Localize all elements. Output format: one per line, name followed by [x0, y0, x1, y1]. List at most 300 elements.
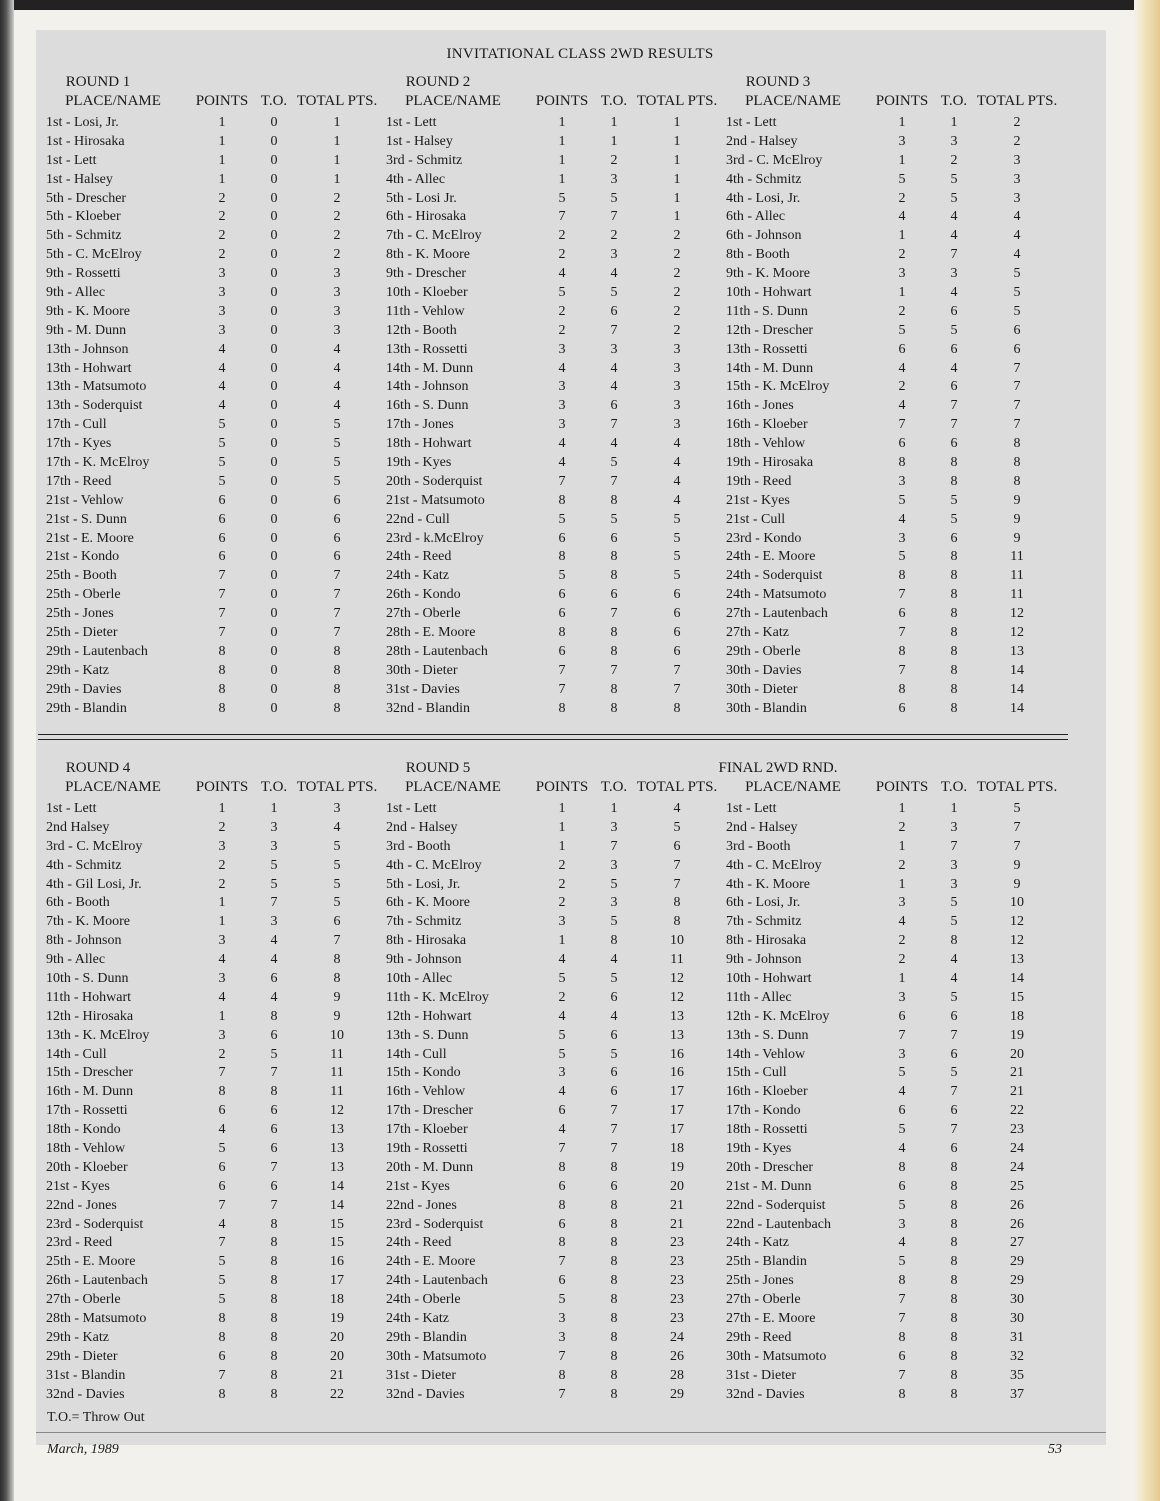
place-name-cell: 3rd - Booth	[386, 838, 451, 854]
points-cell: 8	[218, 1084, 226, 1100]
throw-out-cell: 5	[950, 989, 958, 1005]
round-title: ROUND 5	[405, 760, 471, 776]
throw-out-cell: 7	[950, 1084, 958, 1100]
place-name-cell: 25th - Dieter	[46, 625, 118, 641]
total-points-cell: 22	[1010, 1103, 1024, 1119]
throw-out-cell: 1	[610, 801, 618, 816]
footnote: T.O.= Throw Out	[47, 1410, 145, 1425]
throw-out-cell: 3	[270, 838, 278, 854]
points-cell: 4	[898, 511, 906, 527]
points-cell: 5	[898, 1197, 906, 1213]
total-points-cell: 12	[1010, 606, 1024, 622]
throw-out-cell: 6	[950, 1141, 958, 1157]
points-cell: 3	[898, 989, 906, 1005]
total-points-cell: 13	[670, 1008, 684, 1024]
points-cell: 3	[898, 133, 906, 149]
place-name-cell: 9th - K. Moore	[726, 266, 810, 282]
throw-out-cell: 2	[610, 228, 618, 244]
points-cell: 7	[898, 662, 906, 678]
throw-out-cell: 1	[610, 133, 618, 149]
table-row	[38, 416, 382, 435]
throw-out-cell: 7	[950, 838, 958, 854]
scan-border-left	[0, 0, 14, 1501]
throw-out-cell: 3	[610, 819, 618, 835]
place-name-cell: 21st - E. Moore	[46, 530, 134, 546]
throw-out-cell: 3	[950, 133, 958, 149]
points-cell: 5	[898, 322, 906, 338]
table-row	[718, 114, 1062, 133]
points-cell: 3	[898, 895, 906, 911]
table-row	[718, 1386, 1062, 1405]
round-block	[378, 760, 722, 1405]
place-name-cell: 19th - Kyes	[386, 455, 452, 471]
place-name-cell: 13th - K. McElroy	[46, 1027, 150, 1043]
table-row	[718, 1121, 1062, 1140]
table-row	[718, 819, 1062, 838]
place-name-cell: 31st - Dieter	[386, 1367, 456, 1383]
place-name-cell: 28th - Matsumoto	[46, 1311, 147, 1327]
total-points-cell: 18	[1010, 1008, 1024, 1024]
place-name-cell: 12th - Hirosaka	[46, 1008, 134, 1024]
section-divider	[38, 734, 1068, 735]
round-block	[718, 760, 1062, 1405]
throw-out-cell: 0	[270, 152, 278, 168]
total-points-cell: 3	[673, 379, 681, 395]
total-points-cell: 7	[333, 587, 341, 603]
points-cell: 1	[558, 171, 566, 187]
column-header-throw-out: T.O.	[260, 779, 288, 795]
points-cell: 1	[898, 152, 906, 168]
points-cell: 6	[898, 1178, 906, 1194]
total-points-cell: 4	[1013, 247, 1021, 263]
throw-out-cell: 8	[950, 568, 958, 584]
points-cell: 2	[218, 1046, 226, 1062]
place-name-cell: 6th - Hirosaka	[386, 209, 467, 225]
total-points-cell: 13	[330, 1141, 344, 1157]
total-points-cell: 1	[333, 152, 341, 168]
place-name-cell: 9th - Allec	[46, 952, 106, 968]
table-row	[38, 114, 382, 133]
total-points-cell: 13	[670, 1027, 684, 1043]
table-row	[718, 303, 1062, 322]
total-points-cell: 4	[673, 455, 681, 471]
total-points-cell: 17	[670, 1122, 684, 1138]
place-name-cell: 29th - Oberle	[726, 643, 801, 659]
table-row	[378, 473, 722, 492]
table-row	[718, 700, 1062, 719]
throw-out-cell: 8	[950, 1216, 958, 1232]
place-name-cell: 8th - K. Moore	[386, 247, 470, 263]
throw-out-cell: 8	[950, 1292, 958, 1308]
points-cell: 5	[898, 492, 906, 508]
place-name-cell: 30th - Dieter	[386, 662, 458, 678]
table-row	[38, 171, 382, 190]
points-cell: 8	[218, 681, 226, 697]
total-points-cell: 21	[670, 1216, 684, 1232]
throw-out-cell: 8	[610, 1235, 618, 1251]
place-name-cell: 1st - Halsey	[386, 133, 453, 149]
throw-out-cell: 8	[610, 568, 618, 584]
table-row	[38, 1291, 382, 1310]
table-row	[378, 492, 722, 511]
total-points-cell: 2	[333, 209, 341, 225]
total-points-cell: 2	[673, 266, 681, 282]
points-cell: 2	[558, 322, 566, 338]
points-cell: 8	[218, 662, 226, 678]
points-cell: 5	[558, 568, 566, 584]
total-points-cell: 23	[670, 1273, 684, 1289]
place-name-cell: 2nd - Halsey	[726, 133, 798, 149]
table-row	[718, 1348, 1062, 1367]
throw-out-cell: 3	[950, 876, 958, 892]
place-name-cell: 14th - Cull	[386, 1046, 447, 1062]
points-cell: 2	[898, 379, 906, 395]
table-row	[378, 397, 722, 416]
place-name-cell: 9th - Rossetti	[46, 266, 121, 282]
place-name-cell: 31st - Dieter	[726, 1367, 796, 1383]
throw-out-cell: 8	[270, 1235, 278, 1251]
throw-out-cell: 7	[610, 662, 618, 678]
total-points-cell: 8	[1013, 473, 1021, 489]
points-cell: 4	[898, 209, 906, 225]
place-name-cell: 8th - Booth	[726, 247, 790, 263]
total-points-cell: 4	[333, 360, 341, 376]
total-points-cell: 7	[1013, 838, 1021, 854]
points-cell: 4	[558, 952, 566, 968]
points-cell: 3	[558, 914, 566, 930]
place-name-cell: 32nd - Blandin	[386, 700, 470, 716]
place-name-cell: 23rd - k.McElroy	[386, 530, 484, 546]
total-points-cell: 29	[670, 1386, 684, 1402]
table-row	[378, 454, 722, 473]
throw-out-cell: 7	[610, 838, 618, 854]
total-points-cell: 8	[1013, 436, 1021, 452]
place-name-cell: 12th - Drescher	[726, 322, 814, 338]
table-row	[38, 876, 382, 895]
points-cell: 7	[218, 606, 226, 622]
points-cell: 1	[218, 1008, 226, 1024]
points-cell: 6	[218, 1178, 226, 1194]
throw-out-cell: 8	[950, 1178, 958, 1194]
points-cell: 5	[558, 190, 566, 206]
place-name-cell: 1st - Lett	[386, 115, 437, 130]
place-name-cell: 13th - S. Dunn	[726, 1027, 809, 1043]
table-row	[718, 246, 1062, 265]
total-points-cell: 12	[1010, 625, 1024, 641]
points-cell: 2	[898, 952, 906, 968]
total-points-cell: 11	[330, 1084, 344, 1100]
throw-out-cell: 6	[270, 1103, 278, 1119]
table-row	[378, 1310, 722, 1329]
table-row	[718, 548, 1062, 567]
bottom-rounds-section	[38, 760, 1068, 1410]
points-cell: 3	[218, 1027, 226, 1043]
table-row	[378, 643, 722, 662]
table-row	[38, 1386, 382, 1405]
points-cell: 5	[218, 473, 226, 489]
points-cell: 2	[558, 228, 566, 244]
total-points-cell: 2	[673, 285, 681, 301]
total-points-cell: 26	[1010, 1216, 1024, 1232]
throw-out-cell: 6	[950, 1008, 958, 1024]
table-row	[718, 473, 1062, 492]
throw-out-cell: 8	[610, 492, 618, 508]
throw-out-cell: 4	[950, 971, 958, 987]
throw-out-cell: 4	[270, 933, 278, 949]
throw-out-cell: 8	[270, 1254, 278, 1270]
points-cell: 7	[558, 473, 566, 489]
throw-out-cell: 7	[270, 1159, 278, 1175]
total-points-cell: 13	[330, 1159, 344, 1175]
table-row	[718, 397, 1062, 416]
total-points-cell: 3	[1013, 171, 1021, 187]
points-cell: 5	[558, 971, 566, 987]
table-row	[718, 662, 1062, 681]
throw-out-cell: 6	[610, 1065, 618, 1081]
place-name-cell: 13th - Soderquist	[46, 398, 143, 414]
throw-out-cell: 7	[950, 398, 958, 414]
place-name-cell: 30th - Blandin	[726, 700, 807, 716]
throw-out-cell: 7	[610, 322, 618, 338]
throw-out-cell: 6	[950, 1103, 958, 1119]
total-points-cell: 5	[673, 530, 681, 546]
total-points-cell: 1	[673, 209, 681, 225]
points-cell: 4	[218, 952, 226, 968]
points-cell: 6	[898, 1348, 906, 1364]
place-name-cell: 13th - S. Dunn	[386, 1027, 469, 1043]
throw-out-cell: 7	[610, 1141, 618, 1157]
place-name-cell: 32nd - Davies	[46, 1386, 125, 1402]
issue-date: March, 1989	[47, 1442, 119, 1457]
total-points-cell: 5	[1013, 303, 1021, 319]
throw-out-cell: 8	[950, 1197, 958, 1213]
points-cell: 4	[898, 914, 906, 930]
throw-out-cell: 5	[950, 1065, 958, 1081]
table-row	[38, 1367, 382, 1386]
place-name-cell: 32nd - Davies	[386, 1386, 465, 1402]
place-name-cell: 19th - Reed	[726, 473, 792, 489]
total-points-cell: 1	[673, 152, 681, 168]
points-cell: 6	[898, 1103, 906, 1119]
place-name-cell: 27th - Oberle	[46, 1292, 121, 1308]
table-row	[378, 1064, 722, 1083]
table-row	[378, 838, 722, 857]
place-name-cell: 11th - Vehlow	[386, 303, 465, 319]
table-row	[378, 951, 722, 970]
place-name-cell: 18th - Rossetti	[726, 1122, 808, 1138]
page-title: INVITATIONAL CLASS 2WD RESULTS	[446, 46, 714, 62]
total-points-cell: 9	[1013, 857, 1021, 873]
throw-out-cell: 8	[610, 1254, 618, 1270]
place-name-cell: 20th - Kloeber	[46, 1159, 128, 1175]
total-points-cell: 6	[333, 492, 341, 508]
place-name-cell: 4th - Gil Losi, Jr.	[46, 876, 142, 892]
column-header-place-name: PLACE/NAME	[745, 779, 841, 795]
points-cell: 6	[558, 530, 566, 546]
place-name-cell: 24th - Soderquist	[726, 568, 823, 584]
round-block	[38, 760, 382, 1405]
points-cell: 6	[218, 1103, 226, 1119]
throw-out-cell: 0	[270, 398, 278, 414]
points-cell: 8	[558, 1197, 566, 1213]
points-cell: 8	[898, 455, 906, 471]
place-name-cell: 17th - Kyes	[46, 436, 112, 452]
table-row	[38, 970, 382, 989]
total-points-cell: 16	[670, 1065, 684, 1081]
place-name-cell: 12th - Booth	[386, 322, 457, 338]
points-cell: 7	[898, 1311, 906, 1327]
table-row	[718, 1329, 1062, 1348]
throw-out-cell: 0	[270, 643, 278, 659]
points-cell: 1	[898, 838, 906, 854]
points-cell: 1	[558, 933, 566, 949]
table-row	[38, 133, 382, 152]
points-cell: 2	[898, 819, 906, 835]
place-name-cell: 7th - Schmitz	[726, 914, 802, 930]
throw-out-cell: 8	[950, 1254, 958, 1270]
table-row	[38, 208, 382, 227]
place-name-cell: 18th - Vehlow	[46, 1141, 126, 1157]
place-name-cell: 5th - Kloeber	[46, 209, 121, 225]
throw-out-cell: 0	[270, 587, 278, 603]
table-row	[718, 1083, 1062, 1102]
total-points-cell: 19	[670, 1159, 684, 1175]
throw-out-cell: 2	[610, 152, 618, 168]
throw-out-cell: 7	[950, 247, 958, 263]
place-name-cell: 10th - Hohwart	[726, 971, 812, 987]
throw-out-cell: 5	[950, 190, 958, 206]
throw-out-cell: 0	[270, 190, 278, 206]
table-row	[38, 397, 382, 416]
place-name-cell: 11th - Allec	[726, 989, 792, 1005]
place-name-cell: 12th - K. McElroy	[726, 1008, 830, 1024]
place-name-cell: 22nd - Lautenbach	[726, 1216, 831, 1232]
scan-border-top	[0, 0, 1160, 10]
points-cell: 3	[898, 530, 906, 546]
points-cell: 3	[898, 1216, 906, 1232]
throw-out-cell: 7	[610, 606, 618, 622]
place-name-cell: 18th - Kondo	[46, 1122, 121, 1138]
place-name-cell: 5th - C. McElroy	[46, 247, 142, 263]
total-points-cell: 14	[330, 1197, 344, 1213]
points-cell: 7	[898, 1367, 906, 1383]
points-cell: 3	[558, 1329, 566, 1345]
points-cell: 5	[218, 1254, 226, 1270]
table-row	[38, 989, 382, 1008]
points-cell: 8	[218, 700, 226, 716]
table-row	[38, 322, 382, 341]
table-row	[378, 530, 722, 549]
place-name-cell: 9th - Johnson	[726, 952, 802, 968]
table-row	[38, 1008, 382, 1027]
points-cell: 1	[898, 285, 906, 301]
throw-out-cell: 5	[610, 914, 618, 930]
total-points-cell: 5	[673, 511, 681, 527]
total-points-cell: 23	[670, 1235, 684, 1251]
throw-out-cell: 8	[610, 1311, 618, 1327]
place-name-cell: 14th - Cull	[46, 1046, 107, 1062]
points-cell: 2	[558, 857, 566, 873]
throw-out-cell: 8	[610, 681, 618, 697]
total-points-cell: 7	[673, 662, 681, 678]
round-title: ROUND 1	[65, 74, 131, 90]
place-name-cell: 24th - Matsumoto	[726, 587, 827, 603]
total-points-cell: 8	[673, 700, 681, 716]
total-points-cell: 14	[330, 1178, 344, 1194]
throw-out-cell: 5	[270, 857, 278, 873]
throw-out-cell: 8	[610, 1386, 618, 1402]
table-row	[38, 1121, 382, 1140]
table-row	[38, 265, 382, 284]
place-name-cell: 19th - Rossetti	[386, 1141, 468, 1157]
table-row	[378, 1140, 722, 1159]
table-row	[38, 1064, 382, 1083]
total-points-cell: 37	[1010, 1386, 1024, 1402]
table-row	[718, 171, 1062, 190]
place-name-cell: 2nd - Halsey	[726, 819, 798, 835]
throw-out-cell: 6	[950, 303, 958, 319]
points-cell: 2	[218, 247, 226, 263]
total-points-cell: 5	[1013, 285, 1021, 301]
throw-out-cell: 3	[610, 247, 618, 263]
throw-out-cell: 5	[610, 876, 618, 892]
table-row	[38, 1083, 382, 1102]
total-points-cell: 19	[330, 1311, 344, 1327]
table-row	[378, 567, 722, 586]
place-name-cell: 4th - K. Moore	[726, 876, 810, 892]
total-points-cell: 14	[1010, 700, 1024, 716]
points-cell: 2	[558, 989, 566, 1005]
table-row	[378, 700, 722, 719]
table-row	[378, 932, 722, 951]
points-cell: 2	[558, 247, 566, 263]
points-cell: 2	[898, 190, 906, 206]
points-cell: 1	[558, 133, 566, 149]
table-row	[718, 1310, 1062, 1329]
points-cell: 3	[218, 303, 226, 319]
place-name-cell: 28th - Lautenbach	[386, 643, 488, 659]
points-cell: 6	[218, 1348, 226, 1364]
table-row	[718, 1291, 1062, 1310]
place-name-cell: 24th - Lautenbach	[386, 1273, 488, 1289]
points-cell: 4	[558, 360, 566, 376]
table-row	[38, 624, 382, 643]
throw-out-cell: 6	[610, 530, 618, 546]
table-row	[718, 1027, 1062, 1046]
points-cell: 5	[558, 511, 566, 527]
total-points-cell: 1	[673, 171, 681, 187]
place-name-cell: 1st - Lett	[46, 152, 97, 168]
place-name-cell: 15th - Drescher	[46, 1065, 134, 1081]
total-points-cell: 3	[673, 360, 681, 376]
throw-out-cell: 8	[950, 1329, 958, 1345]
total-points-cell: 5	[333, 876, 341, 892]
points-cell: 3	[218, 285, 226, 301]
table-row	[38, 819, 382, 838]
throw-out-cell: 0	[270, 568, 278, 584]
total-points-cell: 11	[1010, 568, 1024, 584]
table-row	[38, 1234, 382, 1253]
column-header-points: POINTS	[535, 93, 589, 109]
throw-out-cell: 3	[270, 819, 278, 835]
total-points-cell: 8	[1013, 455, 1021, 471]
total-points-cell: 5	[673, 568, 681, 584]
throw-out-cell: 5	[610, 971, 618, 987]
points-cell: 5	[218, 436, 226, 452]
throw-out-cell: 1	[950, 115, 958, 130]
points-cell: 8	[558, 1159, 566, 1175]
table-row	[38, 605, 382, 624]
